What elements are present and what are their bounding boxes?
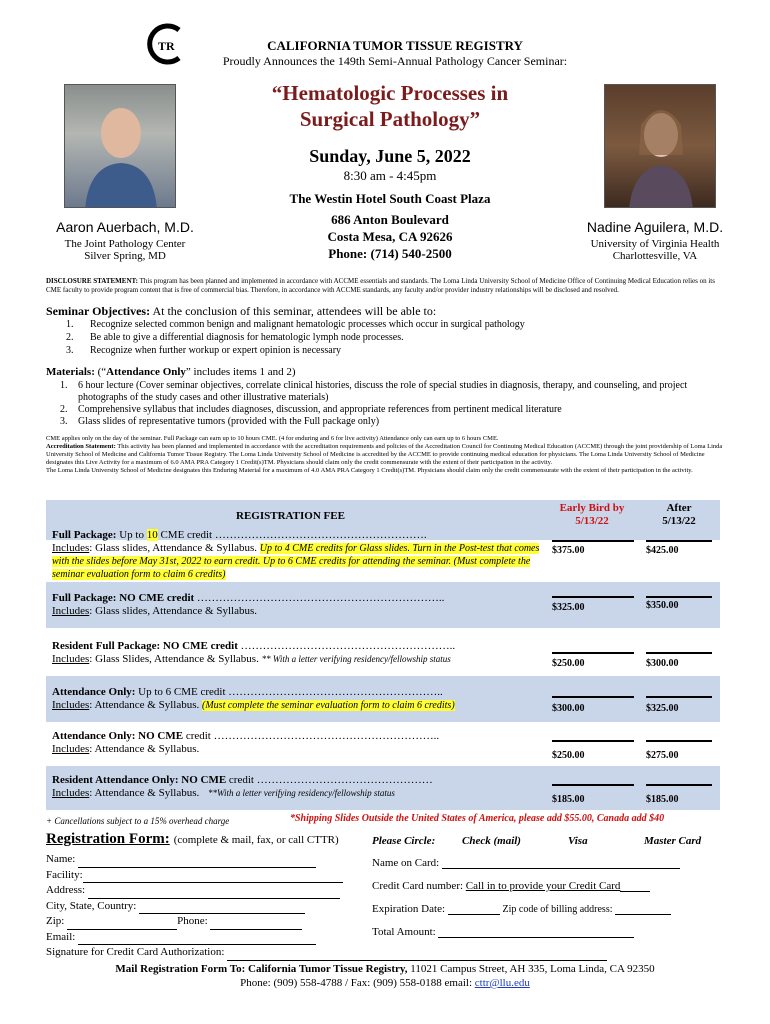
venue-address: 686 Anton Boulevard — [331, 212, 449, 227]
list-item: 2. Comprehensive syllabus that includes diagnoses, discussion, and appropriate references from pertinent medical literature — [60, 404, 562, 415]
seminar-title: “Hematologic Processes in Surgical Pathology” — [271, 81, 509, 131]
name-on-card-field[interactable]: Name on Card: — [372, 857, 680, 869]
seminar-date: Sunday, June 5, 2022 — [309, 146, 471, 166]
materials-list — [60, 380, 700, 428]
price-early: $250.00 — [552, 658, 585, 669]
seminar-time: 8:30 am - 4:45pm — [343, 168, 437, 183]
price-early: $250.00 — [552, 750, 585, 761]
city-field[interactable]: City, State, Country: — [46, 899, 607, 915]
facility-field[interactable]: Facility: — [46, 868, 607, 884]
price-early: $375.00 — [552, 545, 585, 556]
venue-phone: Phone: (714) 540-2500 — [328, 246, 452, 261]
payment-option-check[interactable]: Check (mail) — [462, 835, 521, 847]
contact-line: Phone: (909) 558-4788 / Fax: (909) 558-0188 email: cttr@llu.edu — [240, 977, 530, 989]
price-early: $300.00 — [552, 703, 585, 714]
accreditation-fine-print: CME applies only on the day of the seminar. Full Package can earn up to 10 hours CME. (4 for enduring and 6 for live activity) Attendance only can earn up to 6 hours CME. Accreditation Statement: This activity has been planned and implemented in accordance with the accreditation requirements and policies of the Accreditation Council for Continuing Medical Education (ACCME) through the joint providership of Loma Linda University School of Medicine and California Tumor Tissue Registry. The Loma Linda University School of Medicine is accredited by the ACCME to provide continuing medical education for physicians. The Loma Linda University School of Medicine designates this Live Activity for a maximum of 6.0 AMA PRA Category 1 Credit(s)TM. Physicians should claim only the credit commensurate with the extent of their participation in the activity. The Loma Linda University School of Medicine designates this Enduring Material for a maximum of 4.0 AMA PRA Category 1 Credit(s)TM. Physicians should claim only the credit commensurate with the extent of their participation in the activity. — [46, 435, 723, 474]
payment-option-mastercard[interactable]: Master Card — [644, 835, 702, 847]
price-after: $275.00 — [646, 750, 679, 761]
cancellation-note: + Cancellations subject to a 15% overhead charge — [46, 816, 230, 826]
email-link[interactable]: cttr@llu.edu — [474, 977, 530, 989]
registration-form-heading: Registration Form: (complete & mail, fax, or call CTTR) — [46, 831, 339, 847]
objectives-heading: Seminar Objectives: At the conclusion of this seminar, attendees will be able to: — [46, 304, 437, 318]
speaker-photo-left — [64, 84, 176, 208]
fee-row-full-no-cme: Full Package: NO CME credit ………………………………………………………….. Includes: Glass slides, Attendance & Syllabus. — [52, 592, 445, 617]
list-item: 2. Be able to give a differential diagnosis for hematologic lymph node processes. — [66, 332, 404, 343]
email-field[interactable]: Email: — [46, 930, 607, 946]
fee-row-resident-attendance: Resident Attendance Only: NO CME credit ………………………………………… Includes: Attendance & Syllabus. **With a letter verifying residency/fellowship status — [52, 774, 433, 799]
speaker-photo-right — [604, 84, 716, 208]
fee-row-resident-full: Resident Full Package: NO CME credit ………………………………………………….. Includes: Glass Slides, Attendance & Syllabus. ** With a letter verifying residency/fellowship status — [52, 640, 456, 665]
venue-city: Costa Mesa, CA 92626 — [327, 229, 453, 244]
announcement: Proudly Announces the 149th Semi-Annual Pathology Cancer Seminar: — [222, 54, 568, 68]
please-circle: Please Circle: — [372, 835, 436, 847]
list-item: 1. Recognize selected common benign and malignant hematologic processes which occur in surgical pathology — [66, 319, 525, 330]
signature-field[interactable]: Signature for Credit Card Authorization: — [46, 945, 607, 961]
objectives-list — [66, 318, 525, 357]
zip-phone-field[interactable]: Zip: Phone: — [46, 914, 607, 930]
after-header: After 5/13/22 — [662, 502, 696, 527]
price-early: $325.00 — [552, 602, 585, 613]
mail-to: Mail Registration Form To: California Tumor Tissue Registry, 11021 Campus Street, AH 335, Loma Linda, CA 92350 — [115, 963, 655, 975]
org-name: CALIFORNIA TUMOR TISSUE REGISTRY — [267, 38, 523, 53]
price-after: $350.00 — [646, 600, 679, 611]
list-item: 3. Glass slides of representative tumors (provided with the Full package only) — [60, 416, 380, 427]
name-field[interactable]: Name: — [46, 852, 607, 868]
address-field[interactable]: Address: — [46, 883, 607, 899]
price-early: $185.00 — [552, 794, 585, 805]
expiration-field[interactable]: Expiration Date: Zip code of billing address: — [372, 903, 671, 915]
price-after: $300.00 — [646, 658, 679, 669]
fee-row-attendance-no-cme: Attendance Only: NO CME credit …………………………………………………….. Includes: Attendance & Syllabus. — [52, 730, 440, 755]
venue: The Westin Hotel South Coast Plaza — [289, 191, 491, 206]
credit-card-field[interactable]: Credit Card number: Call in to provide your Credit Card — [372, 880, 650, 892]
speaker-left: Aaron Auerbach, M.D. The Joint Pathology Center Silver Spring, MD — [56, 219, 194, 262]
list-item: 1. 6 hour lecture (Cover seminar objectives, correlate clinical histories, discuss the role of special studies in diagnosis, therapy, and counseling, and project photographs of the study cases and other illustrative materials) — [60, 380, 688, 403]
price-after: $325.00 — [646, 703, 679, 714]
fee-header: REGISTRATION FEE — [236, 510, 345, 522]
fee-row-full-package: Full Package: Up to 10 CME credit …………………………………………………. Includes: Glass slides, Attendance & Syllabus. Up to 4 CME credits for Glass slides. Turn in the Post-test that comes with the slides before May 31st, 2022 to earn credit. Up to 6 CME credits for attending the seminar. (Must complete the seminar evaluation form to claim 6 credits) — [52, 529, 540, 580]
list-item: 3. Recognize when further workup or expert opinion is necessary — [66, 345, 342, 356]
registration-fee-table — [46, 500, 720, 812]
total-amount-field[interactable]: Total Amount: — [372, 926, 634, 938]
svg-text:TR: TR — [158, 39, 175, 53]
disclosure-statement: DISCLOSURE STATEMENT: This program has been planned and implemented in accordance with ACCME essentials and standards. The Loma Linda University School of Medicine Office of Continuing Medical Education relies on its CME faculty to provide program content that is free of commercial bias. Therefore, in accordance with ACCME standards, any faculty and/or provider industry relationships will be disclosed and resolved. — [46, 277, 715, 294]
payment-option-visa[interactable]: Visa — [568, 835, 588, 847]
speaker-right: Nadine Aguilera, M.D. University of Virginia Health Charlottesville, VA — [586, 219, 724, 262]
materials-heading: Materials: (“Attendance Only” includes items 1 and 2) — [46, 366, 296, 378]
fee-row-attendance: Attendance Only: Up to 6 CME credit ………………………………………………….. Includes: Attendance & Syllabus. (Must complete the seminar evaluation form to claim 6 credits) — [52, 686, 455, 711]
shipping-note: *Shipping Slides Outside the United States of America, please add $55.00, Canada add $40 — [290, 813, 665, 824]
price-after: $185.00 — [646, 794, 679, 805]
price-after: $425.00 — [646, 545, 679, 556]
early-bird-header: Early Bird by 5/13/22 — [559, 502, 625, 527]
